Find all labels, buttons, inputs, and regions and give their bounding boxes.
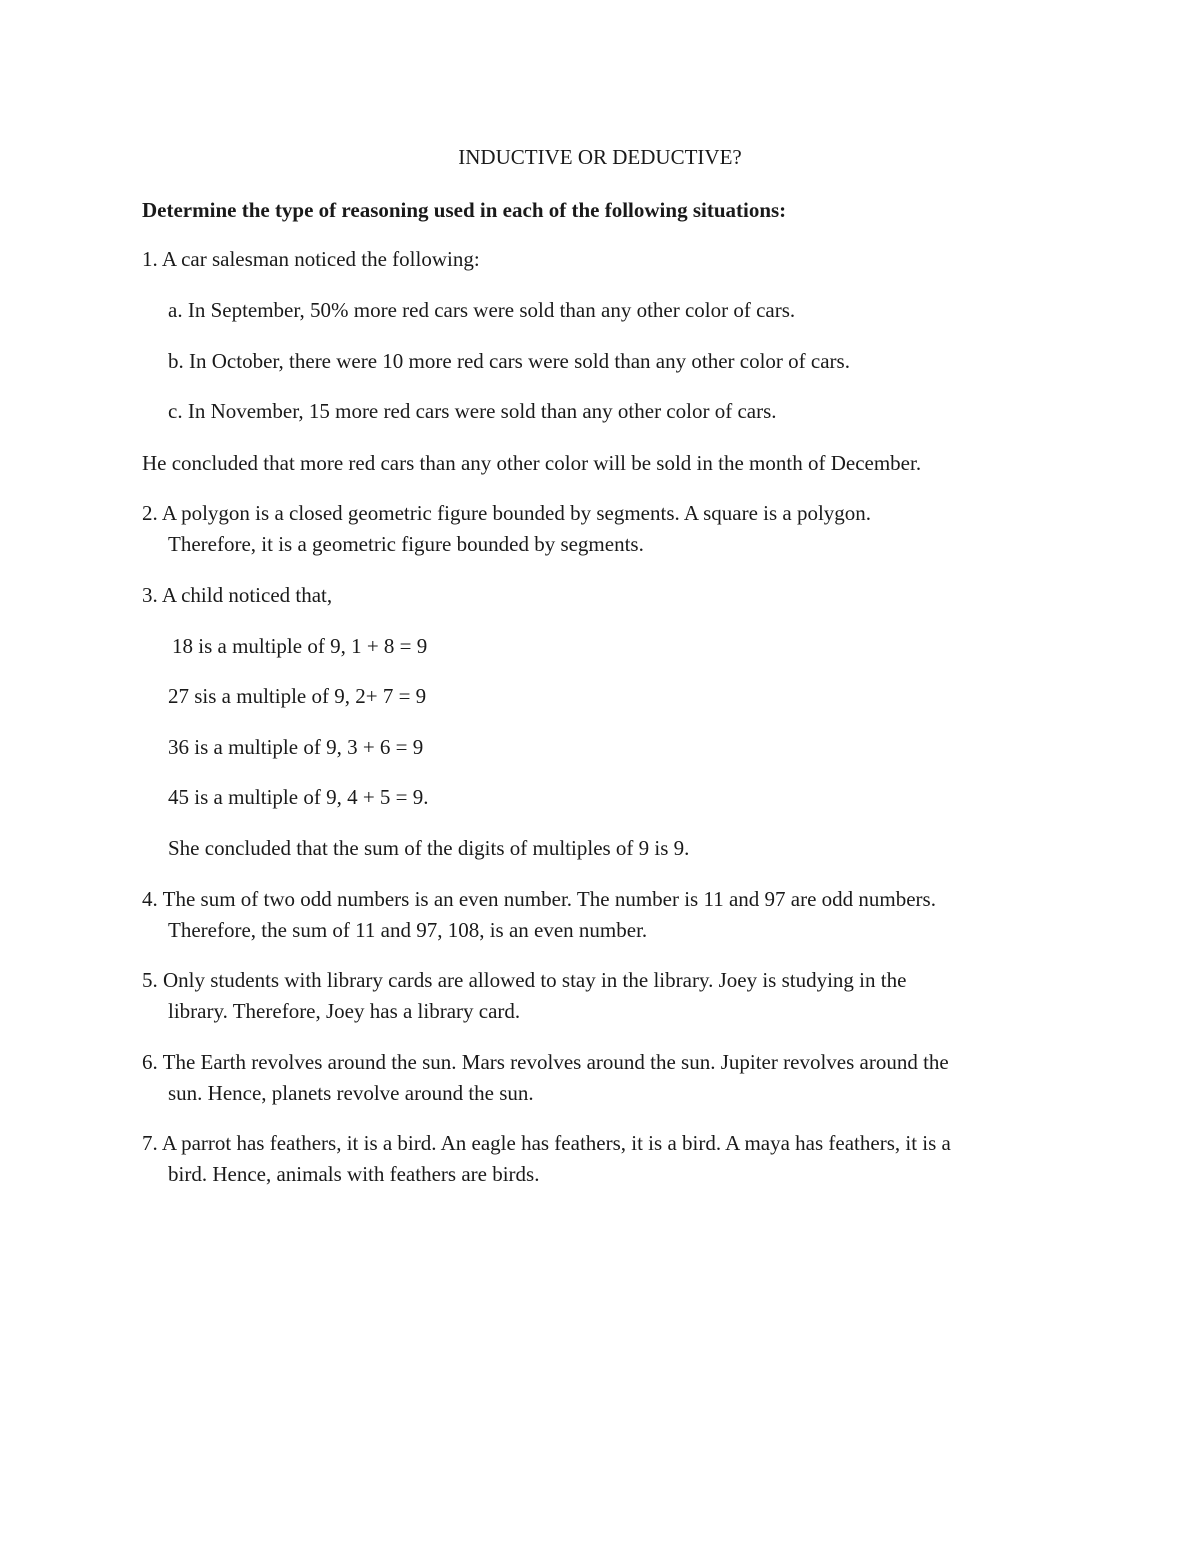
instructions: Determine the type of reasoning used in each of the following situations: bbox=[142, 198, 787, 222]
item-1-sub-c: c. In November, 15 more red cars were sold than any other color of cars. bbox=[168, 399, 777, 423]
item-3-intro: 3. A child noticed that, bbox=[142, 583, 333, 607]
item-3-observation-4: 45 is a multiple of 9, 4 + 5 = 9. bbox=[168, 785, 429, 809]
item-1-sub-b: b. In October, there were 10 more red cars were sold than any other color of cars. bbox=[168, 349, 850, 373]
item-1-conclusion: He concluded that more red cars than any other color will be sold in the month of December. bbox=[142, 451, 922, 475]
item-7-line-2: bird. Hence, animals with feathers are birds. bbox=[168, 1162, 540, 1186]
item-1-intro: 1. A car salesman noticed the following: bbox=[142, 247, 480, 271]
item-7-line-1: 7. A parrot has feathers, it is a bird. An eagle has feathers, it is a bird. A maya has feathers, it is a bbox=[142, 1131, 951, 1155]
item-4-line-2: Therefore, the sum of 11 and 97, 108, is an even number. bbox=[168, 918, 648, 942]
item-3-conclusion: She concluded that the sum of the digits of multiples of 9 is 9. bbox=[168, 836, 690, 860]
item-1-sub-a: a. In September, 50% more red cars were sold than any other color of cars. bbox=[168, 298, 796, 322]
page-title: INDUCTIVE OR DEDUCTIVE? bbox=[458, 145, 742, 169]
item-3-observation-3: 36 is a multiple of 9, 3 + 6 = 9 bbox=[168, 735, 424, 759]
item-3-observation-1: 18 is a multiple of 9, 1 + 8 = 9 bbox=[172, 634, 428, 658]
item-5-line-1: 5. Only students with library cards are allowed to stay in the library. Joey is studying in the bbox=[142, 968, 907, 992]
item-2-line-2: Therefore, it is a geometric figure bounded by segments. bbox=[168, 532, 644, 556]
item-3-observation-2: 27 sis a multiple of 9, 2+ 7 = 9 bbox=[168, 684, 427, 708]
item-6-line-2: sun. Hence, planets revolve around the sun. bbox=[168, 1081, 534, 1105]
item-5-line-2: library. Therefore, Joey has a library card. bbox=[168, 999, 521, 1023]
item-4-line-1: 4. The sum of two odd numbers is an even number. The number is 11 and 97 are odd numbers. bbox=[142, 887, 936, 911]
item-2-line-1: 2. A polygon is a closed geometric figure bounded by segments. A square is a polygon. bbox=[142, 501, 872, 525]
item-6-line-1: 6. The Earth revolves around the sun. Mars revolves around the sun. Jupiter revolves around the bbox=[142, 1050, 949, 1074]
